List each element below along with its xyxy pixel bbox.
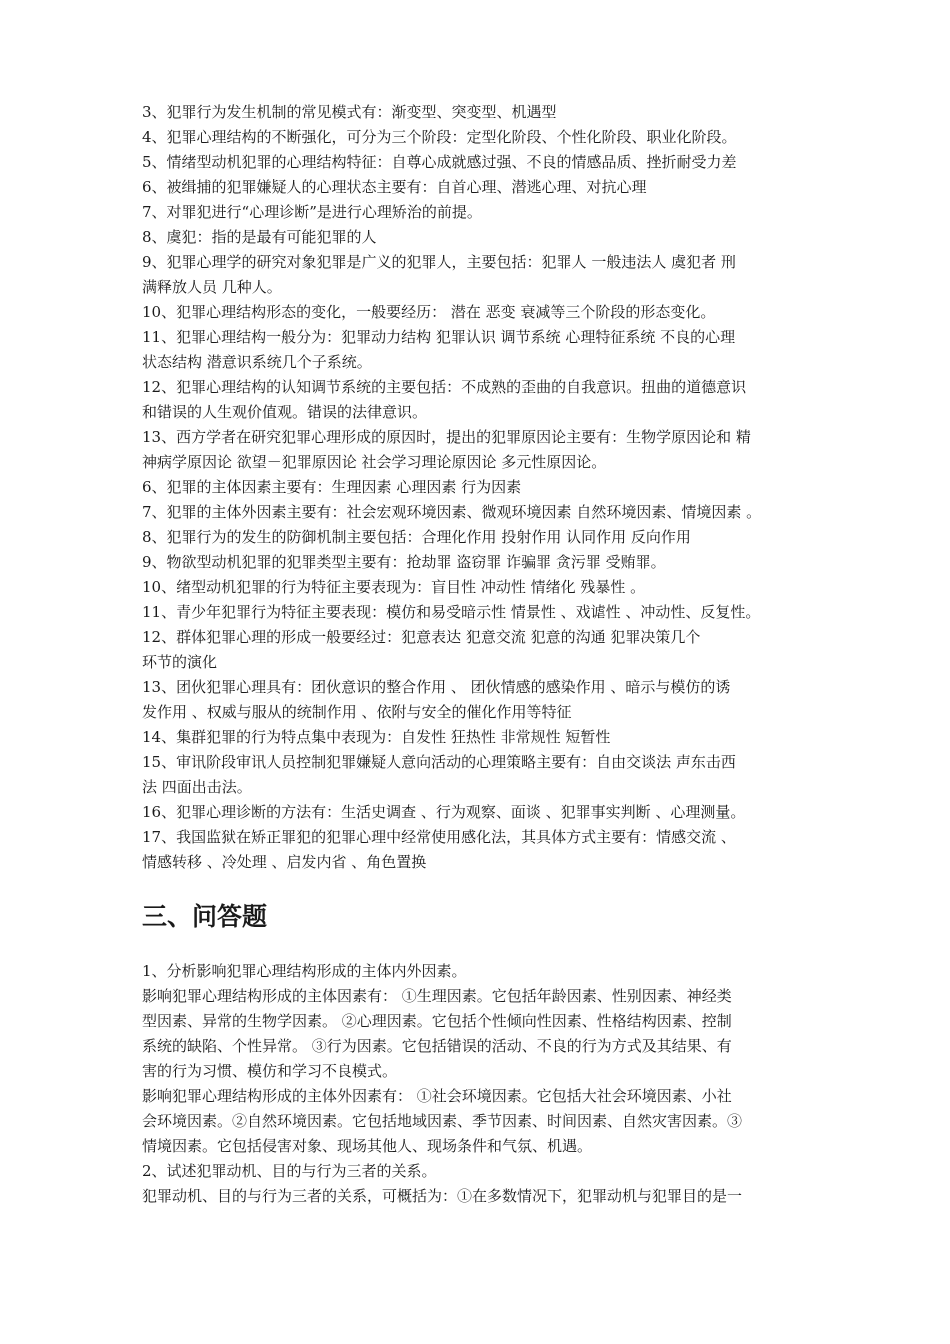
text-line: 13、西方学者在研究犯罪心理形成的原因时，提出的犯罪原因论主要有：生物学原因论和 精 — [142, 428, 751, 446]
text-line: 神病学原因论 欲望－犯罪原因论 社会学习理论原因论 多元性原因论。 — [142, 453, 607, 471]
text-line: 4、犯罪心理结构的不断强化，可分为三个阶段：定型化阶段、个性化阶段、职业化阶段。 — [142, 128, 737, 146]
text-line: 害的行为习惯、模仿和学习不良模式。 — [142, 1062, 398, 1080]
text-line: 会环境因素。②自然环境因素。它包括地域因素、季节因素、时间因素、自然灾害因素。③ — [142, 1112, 743, 1130]
text-line: 7、对罪犯进行“心理诊断”是进行心理矫治的前提。 — [142, 203, 482, 221]
text-line: 7、犯罪的主体外因素主要有：社会宏观环境因素、微观环境因素 自然环境因素、情境因素 。 — [142, 503, 762, 521]
text-line: 1、分析影响犯罪心理结构形成的主体内外因素。 — [142, 962, 467, 980]
text-line: 情感转移 、冷处理 、启发内省 、角色置换 — [142, 853, 427, 871]
text-line: 10、犯罪心理结构形态的变化，一般要经历： 潜在 恶变 衰减等三个阶段的形态变化。 — [142, 303, 716, 321]
text-line: 情境因素。它包括侵害对象、现场其他人、现场条件和气氛、机遇。 — [142, 1137, 593, 1155]
text-line: 6、犯罪的主体因素主要有：生理因素 心理因素 行为因素 — [142, 478, 522, 496]
text-line: 法 四面出击法。 — [142, 778, 252, 796]
text-line: 11、犯罪心理结构一般分为：犯罪动力结构 犯罪认识 调节系统 心理特征系统 不良的心理 — [142, 328, 736, 346]
text-line: 15、审讯阶段审讯人员控制犯罪嫌疑人意向活动的心理策略主要有：自由交谈法 声东击西 — [142, 753, 736, 771]
text-line: 环节的演化 — [142, 653, 218, 671]
fill-in-answers — [142, 100, 810, 875]
text-line: 13、团伙犯罪心理具有：团伙意识的整合作用 、 团伙情感的感染作用 、暗示与模仿的诱 — [142, 678, 731, 696]
section-title: 三、问答题 — [142, 902, 268, 931]
qa-answers — [142, 959, 810, 1209]
document-content — [142, 100, 810, 1209]
text-line: 12、犯罪心理结构的认知调节系统的主要包括：不成熟的歪曲的自我意识。扭曲的道德意识 — [142, 378, 747, 396]
text-line: 状态结构 潜意识系统几个子系统。 — [142, 353, 372, 371]
text-line: 6、被缉捕的犯罪嫌疑人的心理状态主要有：自首心理、潜逃心理、对抗心理 — [142, 178, 647, 196]
text-line: 9、物欲型动机犯罪的犯罪类型主要有：抢劫罪 盗窃罪 诈骗罪 贪污罪 受贿罪。 — [142, 553, 666, 571]
text-line: 16、犯罪心理诊断的方法有：生活史调查 、行为观察、面谈 、犯罪事实判断 、心理测量。 — [142, 803, 746, 821]
text-line: 14、集群犯罪的行为特点集中表现为：自发性 狂热性 非常规性 短暂性 — [142, 728, 611, 746]
text-line: 型因素、异常的生物学因素。 ②心理因素。它包括个性倾向性因素、性格结构因素、控制 — [142, 1012, 732, 1030]
text-line: 12、群体犯罪心理的形成一般要经过：犯意表达 犯意交流 犯意的沟通 犯罪决策几个 — [142, 628, 701, 646]
text-line: 犯罪动机、目的与行为三者的关系，可概括为：①在多数情况下，犯罪动机与犯罪目的是一 — [142, 1187, 743, 1205]
text-line: 8、犯罪行为的发生的防御机制主要包括：合理化作用 投射作用 认同作用 反向作用 — [142, 528, 691, 546]
text-line: 9、犯罪心理学的研究对象犯罪是广义的犯罪人，主要包括：犯罪人 一般违法人 虞犯者 刑 — [142, 253, 736, 271]
text-line: 17、我国监狱在矫正罪犯的犯罪心理中经常使用感化法，其具体方式主要有：情感交流 、 — [142, 828, 736, 846]
text-line: 和错误的人生观价值观。错误的法律意识。 — [142, 403, 428, 421]
text-line: 10、绪型动机犯罪的行为特征主要表现为：盲目性 冲动性 情绪化 残暴性 。 — [142, 578, 646, 596]
text-line: 2、试述犯罪动机、目的与行为三者的关系。 — [142, 1162, 437, 1180]
text-line: 系统的缺陷、个性异常。 ③行为因素。它包括错误的活动、不良的行为方式及其结果、有 — [142, 1037, 732, 1055]
text-line: 5、情绪型动机犯罪的心理结构特征：自尊心成就感过强、不良的情感品质、挫折耐受力差 — [142, 153, 737, 171]
text-line: 3、犯罪行为发生机制的常见模式有：渐变型、突变型、机遇型 — [142, 103, 557, 121]
text-line: 满释放人员 几种人。 — [142, 278, 282, 296]
text-line: 影响犯罪心理结构形成的主体因素有： ①生理因素。它包括年龄因素、性别因素、神经类 — [142, 987, 732, 1005]
text-line: 发作用 、权威与服从的统制作用 、依附与安全的催化作用等特征 — [142, 703, 572, 721]
text-line: 影响犯罪心理结构形成的主体外因素有： ①社会环境因素。它包括大社会环境因素、小社 — [142, 1087, 732, 1105]
text-line: 8、虞犯：指的是最有可能犯罪的人 — [142, 228, 377, 246]
text-line: 11、青少年犯罪行为特征主要表现：模仿和易受暗示性 情景性 、戏谑性 、冲动性、反复性。 — [142, 603, 761, 621]
